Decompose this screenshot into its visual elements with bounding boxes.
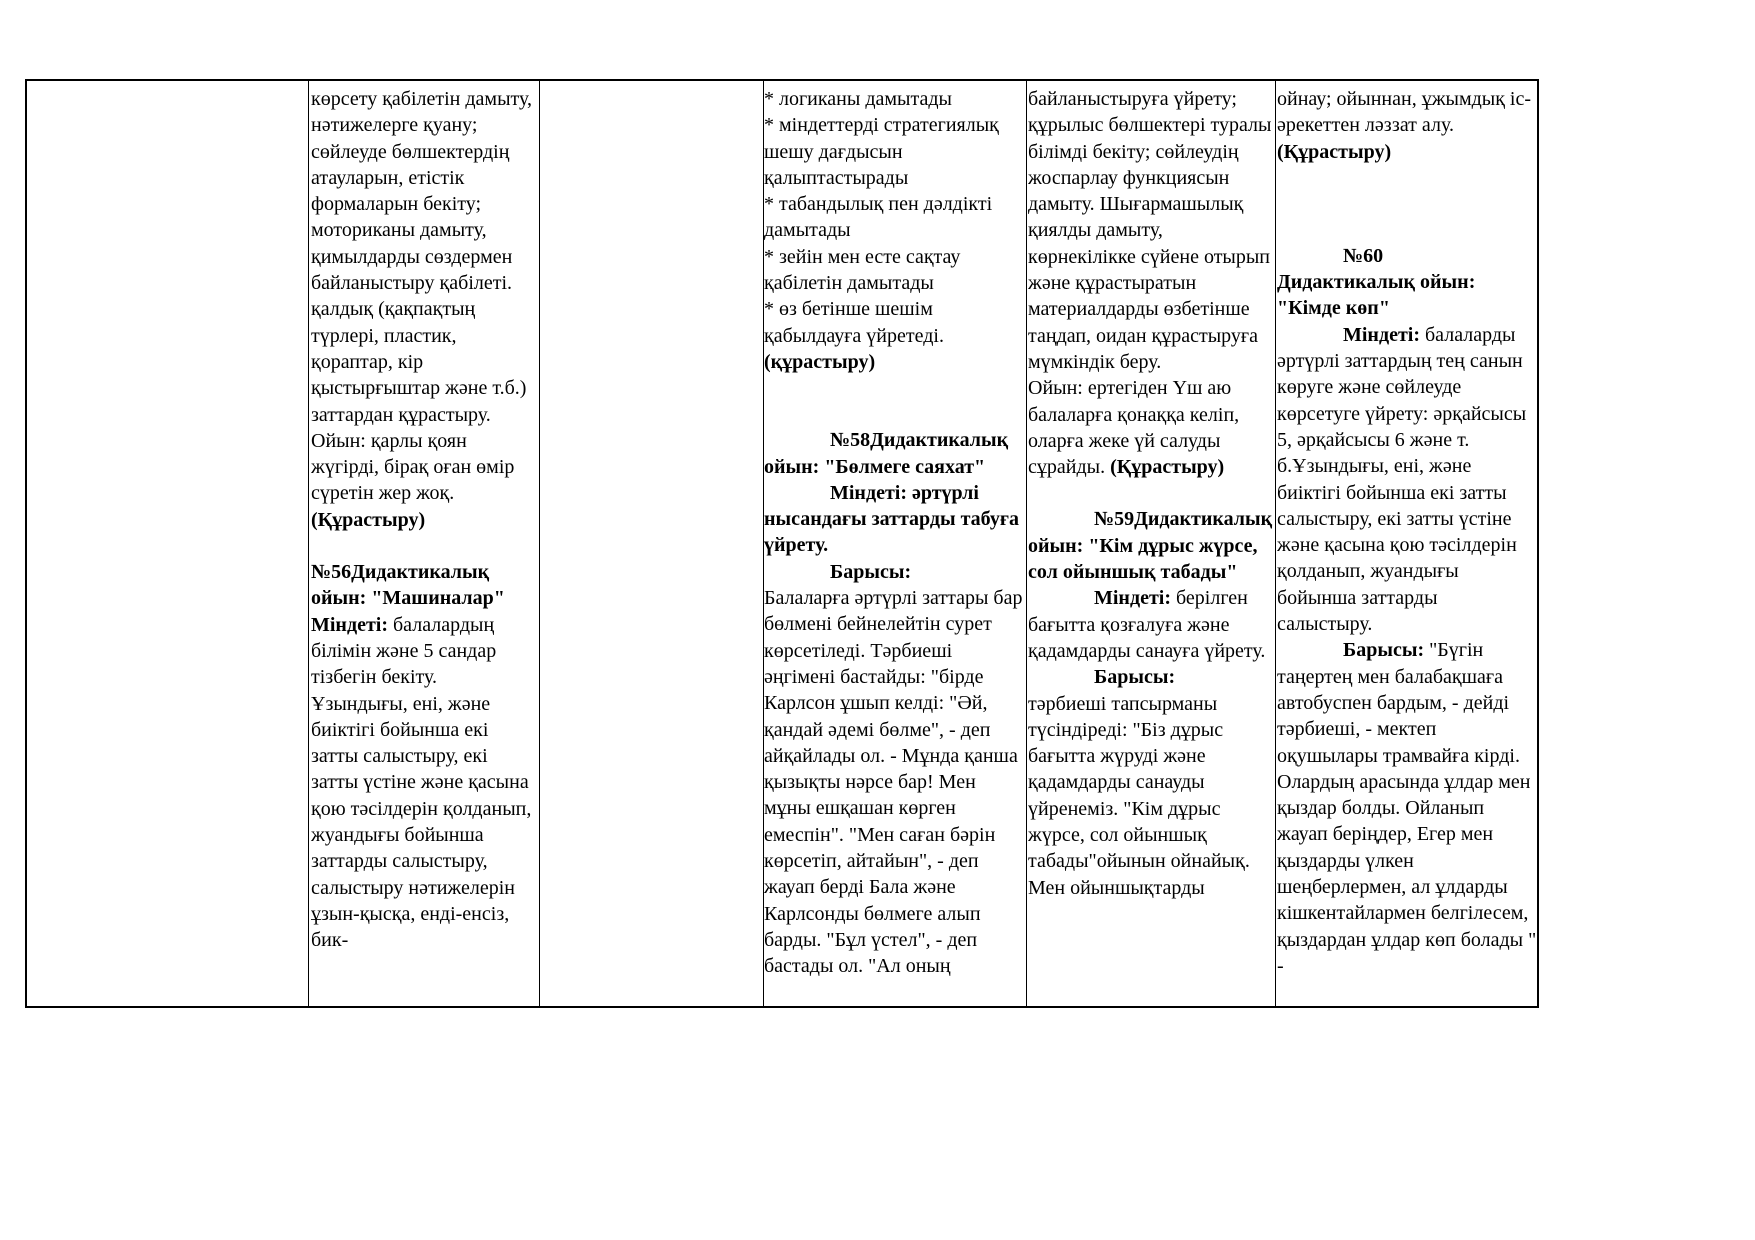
game-60-task-label: Міндеті: xyxy=(1343,323,1420,346)
game-59-task-text: берілген бағытта қозғалуға және қадамдарды санауға үйрету. xyxy=(1028,587,1266,662)
game-60-task xyxy=(1277,322,1537,638)
column-6 xyxy=(1277,86,1537,1006)
game-59-progress-label: Барысы: xyxy=(1094,666,1176,689)
skill-list-item: * зейін мен есте сақтау қабілетін дамытады xyxy=(764,245,961,295)
column-2-game: Ойын: қарлы қоян жүгірді, бірақ оған өмір сүретін жер жоқ. xyxy=(311,429,515,505)
game-56-title: №56Дидактикалық ойын: "Машиналар" xyxy=(311,561,505,610)
game-56-task-label: Міндеті: xyxy=(311,613,388,636)
game-58-title: №58Дидактикалық ойын: "Бөлмеге саяхат" xyxy=(764,429,1009,478)
column-divider xyxy=(1275,81,1276,1006)
column-5 xyxy=(1028,86,1274,1006)
game-60-title: Дидактикалық ойын: "Кімде көп" xyxy=(1277,271,1476,320)
game-60-progress-text: "Бүгін таңертең мен балабақшаға автобуспен бардым, - дейді тәрбиеші, - мектеп оқушылары трамвайға кірді. Олардың арасында ұлдар мен қыздар болды. Ойланып жауап беріңдер, Егер мен қыздарды үлкен шеңберлермен, ал ұлдарды кішкентайлармен белгілесем, қыздардан ұлдар көп болады " - xyxy=(1277,639,1537,977)
column-4-tag: (құрастыру) xyxy=(764,350,876,373)
column-2 xyxy=(311,86,537,1006)
column-6-intro: ойнау; ойыннан, ұжымдық іс-әрекеттен ләззат алу. xyxy=(1277,88,1532,137)
column-5-tag: (Құрастыру) xyxy=(1110,456,1225,479)
game-60-task-text: балаларды әртүрлі заттардың тең санын көруге және сөйлеуде көрсетуге үйрету: әрқайсысы 5, әрқайсысы 6 және т. б.Ұзындығы, ені, және биіктігі бойынша екі затты салыстыру, екі затты үстіне және қасына қою тәсілдерін қолданып, жуандығы бойынша заттарды салыстыру. xyxy=(1277,323,1527,636)
game-60-progress-label: Барысы: xyxy=(1343,639,1425,662)
column-2-intro: көрсету қабілетін дамыту, нәтижелерге қуану; сөйлеуде бөлшектердің атауларын, етістік формаларын бекіту; моториканы дамыту, қимылдарды сөздермен байланыстыру қабілеті. xyxy=(311,88,532,295)
game-56-task-text: балалардың білімін және 5 сандар тізбегін бекіту. Ұзындығы, ені, және биіктігі бойынша екі затты салыстыру, екі затты үстіне және қасына қою тәсілдерін қолданып, жуандығы бойынша заттарды салыстыру, салыстыру нәтижелерін ұзын-қысқа, енді-енсіз, бик- xyxy=(311,613,532,952)
column-2-material: қалдық (қақпақтың түрлері, пластик, қораптар, кір қыстырғыштар және т.б.) заттардан құрастыру. xyxy=(311,298,527,426)
column-3-empty xyxy=(541,86,762,1006)
column-5-game xyxy=(1028,375,1274,480)
skill-list-item: * өз бетінше шешім қабылдауға үйретеді. xyxy=(764,298,944,347)
column-divider xyxy=(1026,81,1027,1006)
column-1-empty xyxy=(27,86,306,1006)
game-60-progress xyxy=(1277,637,1537,979)
game-58-task: Міндеті: әртүрлі нысандағы заттарды табуға үйрету. xyxy=(764,481,1019,557)
game-58-progress-label: Барысы: xyxy=(830,560,912,583)
column-divider xyxy=(539,81,540,1006)
column-4 xyxy=(764,86,1025,1006)
plan-table xyxy=(25,79,1539,1008)
game-59-title: №59Дидактикалық ойын: "Кім дұрыс жүрсе, сол ойыншық табады" xyxy=(1028,508,1273,584)
skill-list-item: * міндеттерді стратегиялық шешу дағдысын қалыптастырады xyxy=(764,114,999,189)
skill-list-item: * логиканы дамытады xyxy=(764,88,952,110)
game-59-task-label: Міндеті: xyxy=(1094,587,1171,610)
game-59-task xyxy=(1028,585,1274,664)
game-60-number: №60 xyxy=(1343,244,1384,267)
column-2-tag: (Құрастыру) xyxy=(311,508,426,531)
column-5-intro: байланыстыруға үйрету; құрылыс бөлшектері туралы білімді бекіту; сөйлеудің жоспарлау функциясын дамыту. Шығармашылық қиялды дамыту, көрнекілікке сүйене отырып және құрастыратын материалдарды өзбетінше таңдап, оидан құрастыруға мүмкіндік беру. xyxy=(1028,88,1272,373)
game-58-progress-text: Балаларға әртүрлі заттары бар бөлмені бейнелейтін сурет көрсетіледі. Тәрбиеші әңгімені бастайды: "бірде Карлсон ұшып келді: "Әй, қандай әдемі бөлме", - деп айқайлады ол. - Мұнда қанша қызықты нәрсе бар! Мен мұны ешқашан көрген емеспін". "Мен саған бәрін көрсетіп, айтайын", - деп жауап берді Бала және Карлсонды бөлмеге алып барды. "Бұл үстел", - деп бастады ол. "Ал оның xyxy=(764,587,1023,978)
column-5-game-text: Ойын: ертегіден Үш аю балаларға қонаққа келіп, оларға жеке үй салуды сұрайды. xyxy=(1028,377,1240,479)
column-6-tag: (Құрастыру) xyxy=(1277,140,1392,163)
game-56-task xyxy=(311,612,537,954)
column-divider xyxy=(308,81,309,1006)
skill-list-item: * табандылық пен дәлдікті дамытады xyxy=(764,193,993,242)
game-59-progress-text: тәрбиеші тапсырманы түсіндіреді: "Біз дұрыс бағытта жүруді және қадамдарды санауды үйренеміз. "Кім дұрыс жүрсе, сол ойыншық табады"ойынын ойнайық. Мен ойыншықтарды xyxy=(1028,692,1250,899)
